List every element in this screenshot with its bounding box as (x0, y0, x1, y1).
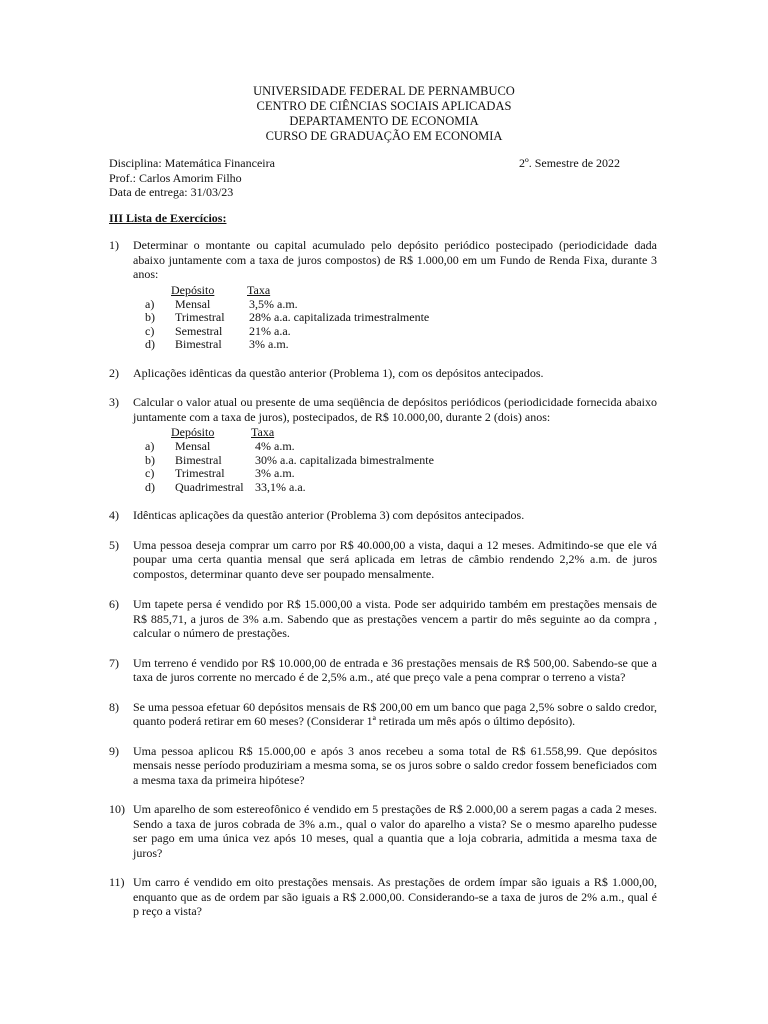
row-label: d) (145, 337, 155, 351)
table-row (145, 439, 657, 453)
center-name: CENTRO DE CIÊNCIAS SOCIAIS APLICADAS (256, 99, 512, 113)
problem-8 (109, 700, 657, 729)
list-title: III Lista de Exercícios: (109, 211, 227, 225)
table-row (145, 480, 657, 494)
problem-11 (109, 875, 657, 919)
row-label: a) (145, 439, 155, 453)
row-deposit: Semestral (175, 323, 223, 338)
document-header (0, 84, 768, 144)
row-deposit: Trimestral (175, 466, 225, 480)
row-deposit: Mensal (175, 296, 211, 311)
problem-1 (109, 238, 657, 351)
problem-number: 5) (109, 537, 119, 552)
table-row (145, 310, 657, 324)
table-row (145, 337, 657, 351)
semester-label: 2º. Semestre de 2022 (519, 156, 621, 170)
table-row (145, 324, 657, 338)
row-deposit: Mensal (175, 439, 211, 453)
problem-text: Uma pessoa deseja comprar um carro por R$ 40.000,00 a vista, daqui a 12 meses. Admitindo-se que ele vá poupar uma certa quantia mensal que será aplicada em letras de câmbio rendendo 2,2% a.m. de juros compostos, determinar quanto deve ser poupado mensalmente. (133, 537, 657, 581)
row-rate: 3% a.m. (249, 337, 289, 351)
course-meta (109, 156, 629, 200)
deposit-header: Depósito (171, 282, 215, 297)
rate-header: Taxa (251, 425, 275, 439)
department-name: DEPARTAMENTO DE ECONOMIA (289, 114, 479, 128)
problem-number: 8) (109, 699, 119, 714)
discipline-label: Disciplina: Matemática Financeira (109, 156, 275, 170)
row-rate: 33,1% a.a. (255, 479, 306, 494)
problem-number: 11) (109, 875, 125, 889)
problem-text: Calcular o valor atual ou presente de uma seqüência de depósitos periódicos (periodicidade fornecida abaixo juntamente com a taxa de juros), postecipados, de R$ 10.000,00, durante 2 (dois) anos: (133, 395, 657, 424)
professor-label: Prof.: Carlos Amorim Filho (109, 170, 242, 185)
deposit-header: Depósito (171, 425, 215, 439)
problem-number: 6) (109, 597, 119, 611)
problem-number: 1) (109, 238, 119, 252)
problem-10 (109, 802, 657, 860)
deposit-rate-table-1 (145, 283, 657, 351)
problem-3 (109, 395, 657, 493)
row-deposit: Quadrimestral (175, 479, 244, 494)
problem-number: 3) (109, 395, 119, 409)
row-label: a) (145, 296, 155, 311)
university-name: UNIVERSIDADE FEDERAL DE PERNAMBUCO (253, 84, 515, 98)
row-rate: 3,5% a.m. (249, 296, 298, 311)
deposit-rate-table-3 (145, 425, 657, 493)
row-rate: 21% a.a. (249, 323, 291, 338)
row-label: d) (145, 479, 155, 494)
problem-number: 4) (109, 508, 119, 522)
row-deposit: Trimestral (175, 310, 225, 324)
due-date-label: Data de entrega: 31/03/23 (109, 185, 234, 199)
problem-number: 9) (109, 743, 119, 758)
table-row (145, 297, 657, 311)
row-label: c) (145, 323, 155, 338)
problem-text: Se uma pessoa efetuar 60 depósitos mensais de R$ 200,00 em um banco que paga 2,5% sobre o saldo credor, quanto poderá retirar em 60 meses? (Considerar 1ª retirada um mês após o último depósito). (133, 699, 657, 728)
row-deposit: Bimestral (175, 337, 222, 351)
row-label: b) (145, 310, 155, 324)
problem-2 (109, 366, 657, 381)
problem-number: 2) (109, 365, 119, 380)
table-row (145, 453, 657, 467)
problem-text: Um terreno é vendido por R$ 10.000,00 de entrada e 36 prestações mensais de R$ 500,00. Sabendo-se que a taxa de juros corrente no mercado é de 2,5% a.m., até que preço vale a pena comprar o terreno a vista? (133, 655, 657, 684)
course-name: CURSO DE GRADUAÇÃO EM ECONOMIA (265, 129, 503, 143)
row-rate: 30% a.a. capitalizada bimestralmente (255, 452, 434, 467)
problem-text: Um tapete persa é vendido por R$ 15.000,00 a vista. Pode ser adquirido também em prestações mensais de R$ 885,71, a juros de 3% a.m. Sabendo que as prestações vencem a partir do mês seguinte ao da compra , calcular o número de prestações. (133, 597, 657, 640)
problem-number: 10) (109, 802, 125, 816)
problem-text: Determinar o montante ou capital acumulado pelo depósito periódico postecipado (periodicidade dada abaixo juntamente com a taxa de juros compostos) de R$ 1.000,00 em um Fundo de Renda Fixa, durante 3 anos: (133, 238, 657, 281)
problem-4 (109, 508, 657, 523)
problem-number: 7) (109, 655, 119, 670)
row-label: c) (145, 466, 155, 480)
problem-list (109, 238, 657, 934)
table-row (145, 466, 657, 480)
problem-6 (109, 597, 657, 641)
row-rate: 3% a.m. (255, 466, 295, 480)
row-rate: 4% a.m. (255, 439, 295, 453)
rate-header: Taxa (247, 282, 271, 297)
row-rate: 28% a.a. capitalizada trimestralmente (249, 310, 430, 324)
problem-5 (109, 538, 657, 582)
row-label: b) (145, 452, 155, 467)
problem-7 (109, 656, 657, 685)
problem-9 (109, 744, 657, 788)
problem-text: Idênticas aplicações da questão anterior (Problema 3) com depósitos antecipados. (133, 508, 525, 522)
problem-text: Aplicações idênticas da questão anterior (Problema 1), com os depósitos antecipados. (133, 365, 544, 380)
row-deposit: Bimestral (175, 452, 222, 467)
problem-text: Um aparelho de som estereofônico é vendido em 5 prestações de R$ 2.000,00 a serem pagas a cada 2 meses. Sendo a taxa de juros cobrada de 3% a.m., qual o valor do aparelho a vista? Se o mesmo aparelho pudesse ser pago em uma única vez após 10 meses, qual a quantia que a loja cobraria, admitida a mesma taxa de juros? (133, 802, 657, 860)
problem-text: Uma pessoa aplicou R$ 15.000,00 e após 3 anos recebeu a soma total de R$ 61.558,99. Que depósitos mensais nesse período produziriam a mesma soma, se os juros sobre o saldo credor fossem beneficiados com a mesma taxa da primeira hipótese? (133, 743, 657, 787)
problem-text: Um carro é vendido em oito prestações mensais. As prestações de ordem ímpar são iguais a R$ 1.000,00, enquanto que as de ordem par são iguais a R$ 2.000,00. Considerando-se a taxa de juros de 2% a.m., qual é p reço a vista? (133, 875, 657, 918)
